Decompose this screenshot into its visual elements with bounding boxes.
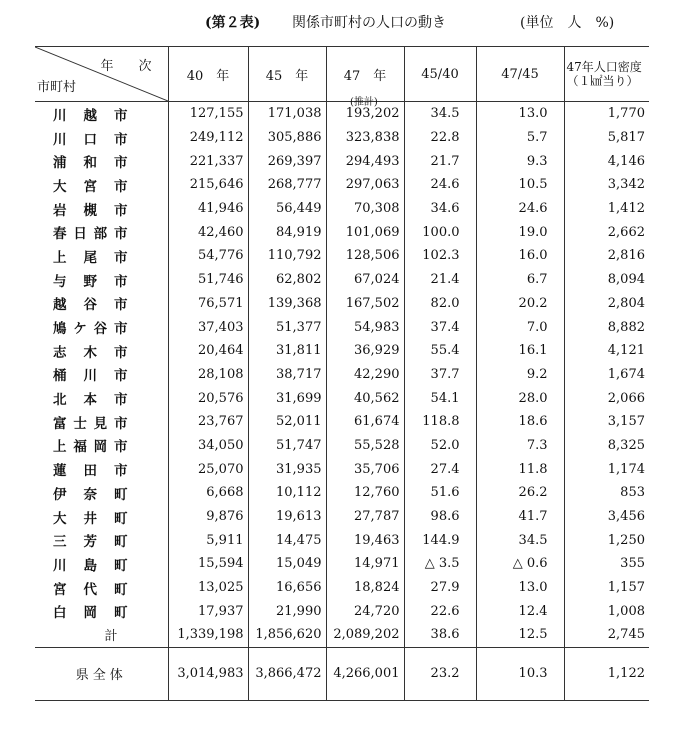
cell-pop-1970: 1,856,620 (248, 623, 326, 647)
cell-density: 3,342 (564, 173, 649, 197)
cell-pop-1965: 13,025 (168, 576, 248, 600)
corner-header (35, 47, 168, 102)
cell-pop-1965: 1,339,198 (168, 623, 248, 647)
cell-pop-1965: 23,767 (168, 410, 248, 434)
cell-ratio-47-45: 9.2 (476, 363, 564, 387)
cell-pop-1970: 139,368 (248, 292, 326, 316)
cell-pop-1972: 4,266,001 (326, 647, 404, 700)
municipality-name: 北本市 (53, 392, 128, 409)
cell-pop-1972: 14,971 (326, 552, 404, 576)
table-row (35, 244, 649, 268)
municipality-name: 大宮市 (53, 178, 128, 195)
municipality-name: 与野市 (53, 273, 128, 290)
municipality-name: 春日部市 (53, 226, 128, 243)
cell-ratio-47-45: 18.6 (476, 410, 564, 434)
cell-pop-1965: 249,112 (168, 126, 248, 150)
cell-ratio-47-45: 13.0 (476, 576, 564, 600)
cell-pop-1965: 215,646 (168, 173, 248, 197)
municipality-axis-label: 市町村 (37, 80, 77, 95)
municipality-name: 県全体 (35, 647, 168, 700)
municipality-name: 大井町 (53, 510, 128, 527)
cell-ratio-45-40: 23.2 (404, 647, 476, 700)
table-row (35, 339, 649, 363)
cell-pop-1972: 128,506 (326, 244, 404, 268)
cell-pop-1970: 31,811 (248, 339, 326, 363)
cell-ratio-47-45: △ 0.6 (476, 552, 564, 576)
cell-pop-1972: 27,787 (326, 505, 404, 529)
cell-pop-1970: 51,377 (248, 315, 326, 339)
cell-ratio-45-40: 27.9 (404, 576, 476, 600)
cell-pop-1965: 127,155 (168, 102, 248, 126)
cell-pop-1965: 221,337 (168, 149, 248, 173)
cell-ratio-45-40: 118.8 (404, 410, 476, 434)
table-row (35, 149, 649, 173)
municipality-name: 伊奈町 (53, 486, 128, 503)
cell-ratio-45-40: 22.8 (404, 126, 476, 150)
municipality-name: 桶川市 (53, 368, 128, 385)
table-row (35, 505, 649, 529)
cell-ratio-45-40: 37.4 (404, 315, 476, 339)
table-row (35, 292, 649, 316)
table-row (35, 220, 649, 244)
municipality-name: 浦和市 (53, 155, 128, 172)
cell-pop-1972: 18,824 (326, 576, 404, 600)
municipality-name: 川口市 (53, 131, 128, 148)
cell-pop-1972: 294,493 (326, 149, 404, 173)
cell-density: 4,146 (564, 149, 649, 173)
cell-pop-1970: 51,747 (248, 434, 326, 458)
cell-pop-1970: 171,038 (248, 102, 326, 126)
municipality-name: 上尾市 (53, 249, 128, 266)
cell-pop-1970: 14,475 (248, 528, 326, 552)
municipality-name: 川島町 (53, 557, 128, 574)
cell-ratio-45-40: 22.6 (404, 599, 476, 623)
cell-ratio-47-45: 24.6 (476, 197, 564, 221)
cell-density: 4,121 (564, 339, 649, 363)
cell-ratio-45-40: 98.6 (404, 505, 476, 529)
col-header-density: 47年人口密度（１㎢当り） (564, 47, 649, 102)
col-header-ratio-47-45: 47/45 (476, 47, 564, 102)
cell-ratio-45-40: 27.4 (404, 457, 476, 481)
cell-ratio-47-45: 28.0 (476, 386, 564, 410)
cell-pop-1965: 17,937 (168, 599, 248, 623)
cell-density: 3,157 (564, 410, 649, 434)
cell-ratio-47-45: 12.5 (476, 623, 564, 647)
cell-ratio-47-45: 13.0 (476, 102, 564, 126)
cell-ratio-47-45: 19.0 (476, 220, 564, 244)
cell-pop-1970: 21,990 (248, 599, 326, 623)
cell-pop-1965: 37,403 (168, 315, 248, 339)
population-table (35, 46, 649, 701)
cell-density: 1,174 (564, 457, 649, 481)
col-header-40: 40 年 (168, 47, 248, 102)
table-row (35, 126, 649, 150)
cell-ratio-47-45: 10.5 (476, 173, 564, 197)
table-row (35, 434, 649, 458)
estimate-note: (推計) (350, 97, 378, 108)
cell-pop-1972: 54,983 (326, 315, 404, 339)
cell-pop-1965: 28,108 (168, 363, 248, 387)
table-title: 関係市町村の人口の動き (292, 15, 446, 31)
cell-ratio-47-45: 7.3 (476, 434, 564, 458)
cell-pop-1970: 10,112 (248, 481, 326, 505)
cell-density: 1,674 (564, 363, 649, 387)
cell-pop-1972: 40,562 (326, 386, 404, 410)
cell-pop-1972: 70,308 (326, 197, 404, 221)
municipality-name: 上福岡市 (53, 439, 128, 456)
municipality-name: 志木市 (53, 344, 128, 361)
cell-pop-1965: 5,911 (168, 528, 248, 552)
cell-density: 8,325 (564, 434, 649, 458)
cell-pop-1972: 55,528 (326, 434, 404, 458)
cell-density: 2,804 (564, 292, 649, 316)
cell-ratio-45-40: 51.6 (404, 481, 476, 505)
cell-pop-1970: 31,935 (248, 457, 326, 481)
cell-pop-1972: 297,063 (326, 173, 404, 197)
table-row (35, 576, 649, 600)
cell-density: 3,456 (564, 505, 649, 529)
col-header-ratio-45-40: 45/40 (404, 47, 476, 102)
col-header-45: 45 年 (248, 47, 326, 102)
cell-ratio-47-45: 7.0 (476, 315, 564, 339)
cell-ratio-45-40: 34.6 (404, 197, 476, 221)
table-row (35, 386, 649, 410)
header-row (35, 47, 649, 102)
cell-pop-1972: 35,706 (326, 457, 404, 481)
cell-pop-1965: 6,668 (168, 481, 248, 505)
cell-ratio-45-40: 34.5 (404, 102, 476, 126)
municipality-name: 計 (104, 629, 118, 645)
cell-pop-1972: 67,024 (326, 268, 404, 292)
cell-density: 8,094 (564, 268, 649, 292)
cell-pop-1965: 42,460 (168, 220, 248, 244)
cell-ratio-45-40: 24.6 (404, 173, 476, 197)
cell-pop-1965: 41,946 (168, 197, 248, 221)
cell-ratio-45-40: 38.6 (404, 623, 476, 647)
cell-ratio-45-40: 82.0 (404, 292, 476, 316)
cell-pop-1970: 19,613 (248, 505, 326, 529)
cell-pop-1972: 101,069 (326, 220, 404, 244)
cell-pop-1972: 2,089,202 (326, 623, 404, 647)
unit-note: (単位 人 %) (520, 15, 615, 31)
cell-pop-1972: 323,838 (326, 126, 404, 150)
municipality-name: 越谷市 (53, 297, 128, 314)
cell-density: 2,816 (564, 244, 649, 268)
cell-ratio-45-40: 21.7 (404, 149, 476, 173)
cell-density: 8,882 (564, 315, 649, 339)
table-row (35, 363, 649, 387)
cell-pop-1972: 19,463 (326, 528, 404, 552)
cell-density: 2,066 (564, 386, 649, 410)
cell-pop-1972: 24,720 (326, 599, 404, 623)
cell-pop-1970: 15,049 (248, 552, 326, 576)
cell-pop-1965: 54,776 (168, 244, 248, 268)
cell-pop-1970: 56,449 (248, 197, 326, 221)
prefecture-row (35, 647, 649, 700)
cell-ratio-47-45: 16.0 (476, 244, 564, 268)
cell-density: 853 (564, 481, 649, 505)
cell-ratio-45-40: 144.9 (404, 528, 476, 552)
cell-pop-1970: 268,777 (248, 173, 326, 197)
municipality-name: 川越市 (53, 107, 128, 124)
cell-density: 1,412 (564, 197, 649, 221)
table-number: (第２表) (205, 15, 261, 31)
cell-density: 355 (564, 552, 649, 576)
cell-ratio-47-45: 34.5 (476, 528, 564, 552)
municipality-name: 蓮田市 (53, 463, 128, 480)
cell-ratio-47-45: 6.7 (476, 268, 564, 292)
cell-pop-1965: 25,070 (168, 457, 248, 481)
cell-ratio-47-45: 16.1 (476, 339, 564, 363)
cell-pop-1972: 12,760 (326, 481, 404, 505)
cell-pop-1970: 38,717 (248, 363, 326, 387)
cell-pop-1965: 76,571 (168, 292, 248, 316)
municipality-name: 宮代町 (53, 581, 128, 598)
cell-ratio-45-40: 21.4 (404, 268, 476, 292)
table-row (35, 457, 649, 481)
cell-ratio-47-45: 20.2 (476, 292, 564, 316)
cell-pop-1965: 34,050 (168, 434, 248, 458)
cell-pop-1965: 9,876 (168, 505, 248, 529)
cell-density: 2,745 (564, 623, 649, 647)
municipality-name: 岩槻市 (53, 202, 128, 219)
cell-pop-1972: 42,290 (326, 363, 404, 387)
cell-ratio-47-45: 9.3 (476, 149, 564, 173)
cell-density: 1,250 (564, 528, 649, 552)
cell-density: 1,770 (564, 102, 649, 126)
cell-ratio-45-40: 37.7 (404, 363, 476, 387)
cell-pop-1972: 167,502 (326, 292, 404, 316)
cell-ratio-47-45: 26.2 (476, 481, 564, 505)
cell-density: 1,157 (564, 576, 649, 600)
total-row (35, 623, 649, 647)
cell-pop-1972: 193,202 (326, 102, 404, 126)
table-row (35, 528, 649, 552)
cell-ratio-47-45: 12.4 (476, 599, 564, 623)
cell-pop-1965: 3,014,983 (168, 647, 248, 700)
table-row (35, 599, 649, 623)
cell-pop-1970: 16,656 (248, 576, 326, 600)
municipality-name: 三芳町 (53, 534, 128, 551)
cell-ratio-47-45: 11.8 (476, 457, 564, 481)
col-header-47: 47 年 (326, 47, 404, 102)
table-row (35, 102, 649, 126)
cell-pop-1970: 269,397 (248, 149, 326, 173)
cell-density: 5,817 (564, 126, 649, 150)
cell-pop-1970: 3,866,472 (248, 647, 326, 700)
cell-ratio-45-40: 54.1 (404, 386, 476, 410)
cell-ratio-47-45: 41.7 (476, 505, 564, 529)
table-row (35, 481, 649, 505)
cell-pop-1970: 31,699 (248, 386, 326, 410)
cell-ratio-45-40: 55.4 (404, 339, 476, 363)
cell-pop-1972: 61,674 (326, 410, 404, 434)
cell-density: 2,662 (564, 220, 649, 244)
cell-ratio-47-45: 5.7 (476, 126, 564, 150)
cell-density: 1,122 (564, 647, 649, 700)
cell-pop-1965: 20,576 (168, 386, 248, 410)
cell-pop-1970: 110,792 (248, 244, 326, 268)
table-row (35, 315, 649, 339)
table-row (35, 410, 649, 434)
cell-ratio-45-40: 100.0 (404, 220, 476, 244)
cell-pop-1970: 52,011 (248, 410, 326, 434)
year-axis-label: 年 次 (100, 59, 158, 74)
municipality-name: 白岡町 (53, 605, 128, 622)
table-row (35, 173, 649, 197)
cell-ratio-45-40: 52.0 (404, 434, 476, 458)
cell-pop-1965: 15,594 (168, 552, 248, 576)
cell-pop-1970: 84,919 (248, 220, 326, 244)
table-row (35, 268, 649, 292)
table-row (35, 552, 649, 576)
cell-ratio-45-40: △ 3.5 (404, 552, 476, 576)
cell-pop-1965: 51,746 (168, 268, 248, 292)
cell-density: 1,008 (564, 599, 649, 623)
table-body (35, 102, 649, 701)
table-row (35, 197, 649, 221)
cell-pop-1972: 36,929 (326, 339, 404, 363)
table-title-row (0, 12, 700, 34)
municipality-name: 富士見市 (53, 415, 128, 432)
cell-pop-1970: 305,886 (248, 126, 326, 150)
cell-pop-1965: 20,464 (168, 339, 248, 363)
cell-ratio-45-40: 102.3 (404, 244, 476, 268)
cell-ratio-47-45: 10.3 (476, 647, 564, 700)
municipality-name: 鳩ケ谷市 (53, 321, 128, 338)
cell-pop-1970: 62,802 (248, 268, 326, 292)
